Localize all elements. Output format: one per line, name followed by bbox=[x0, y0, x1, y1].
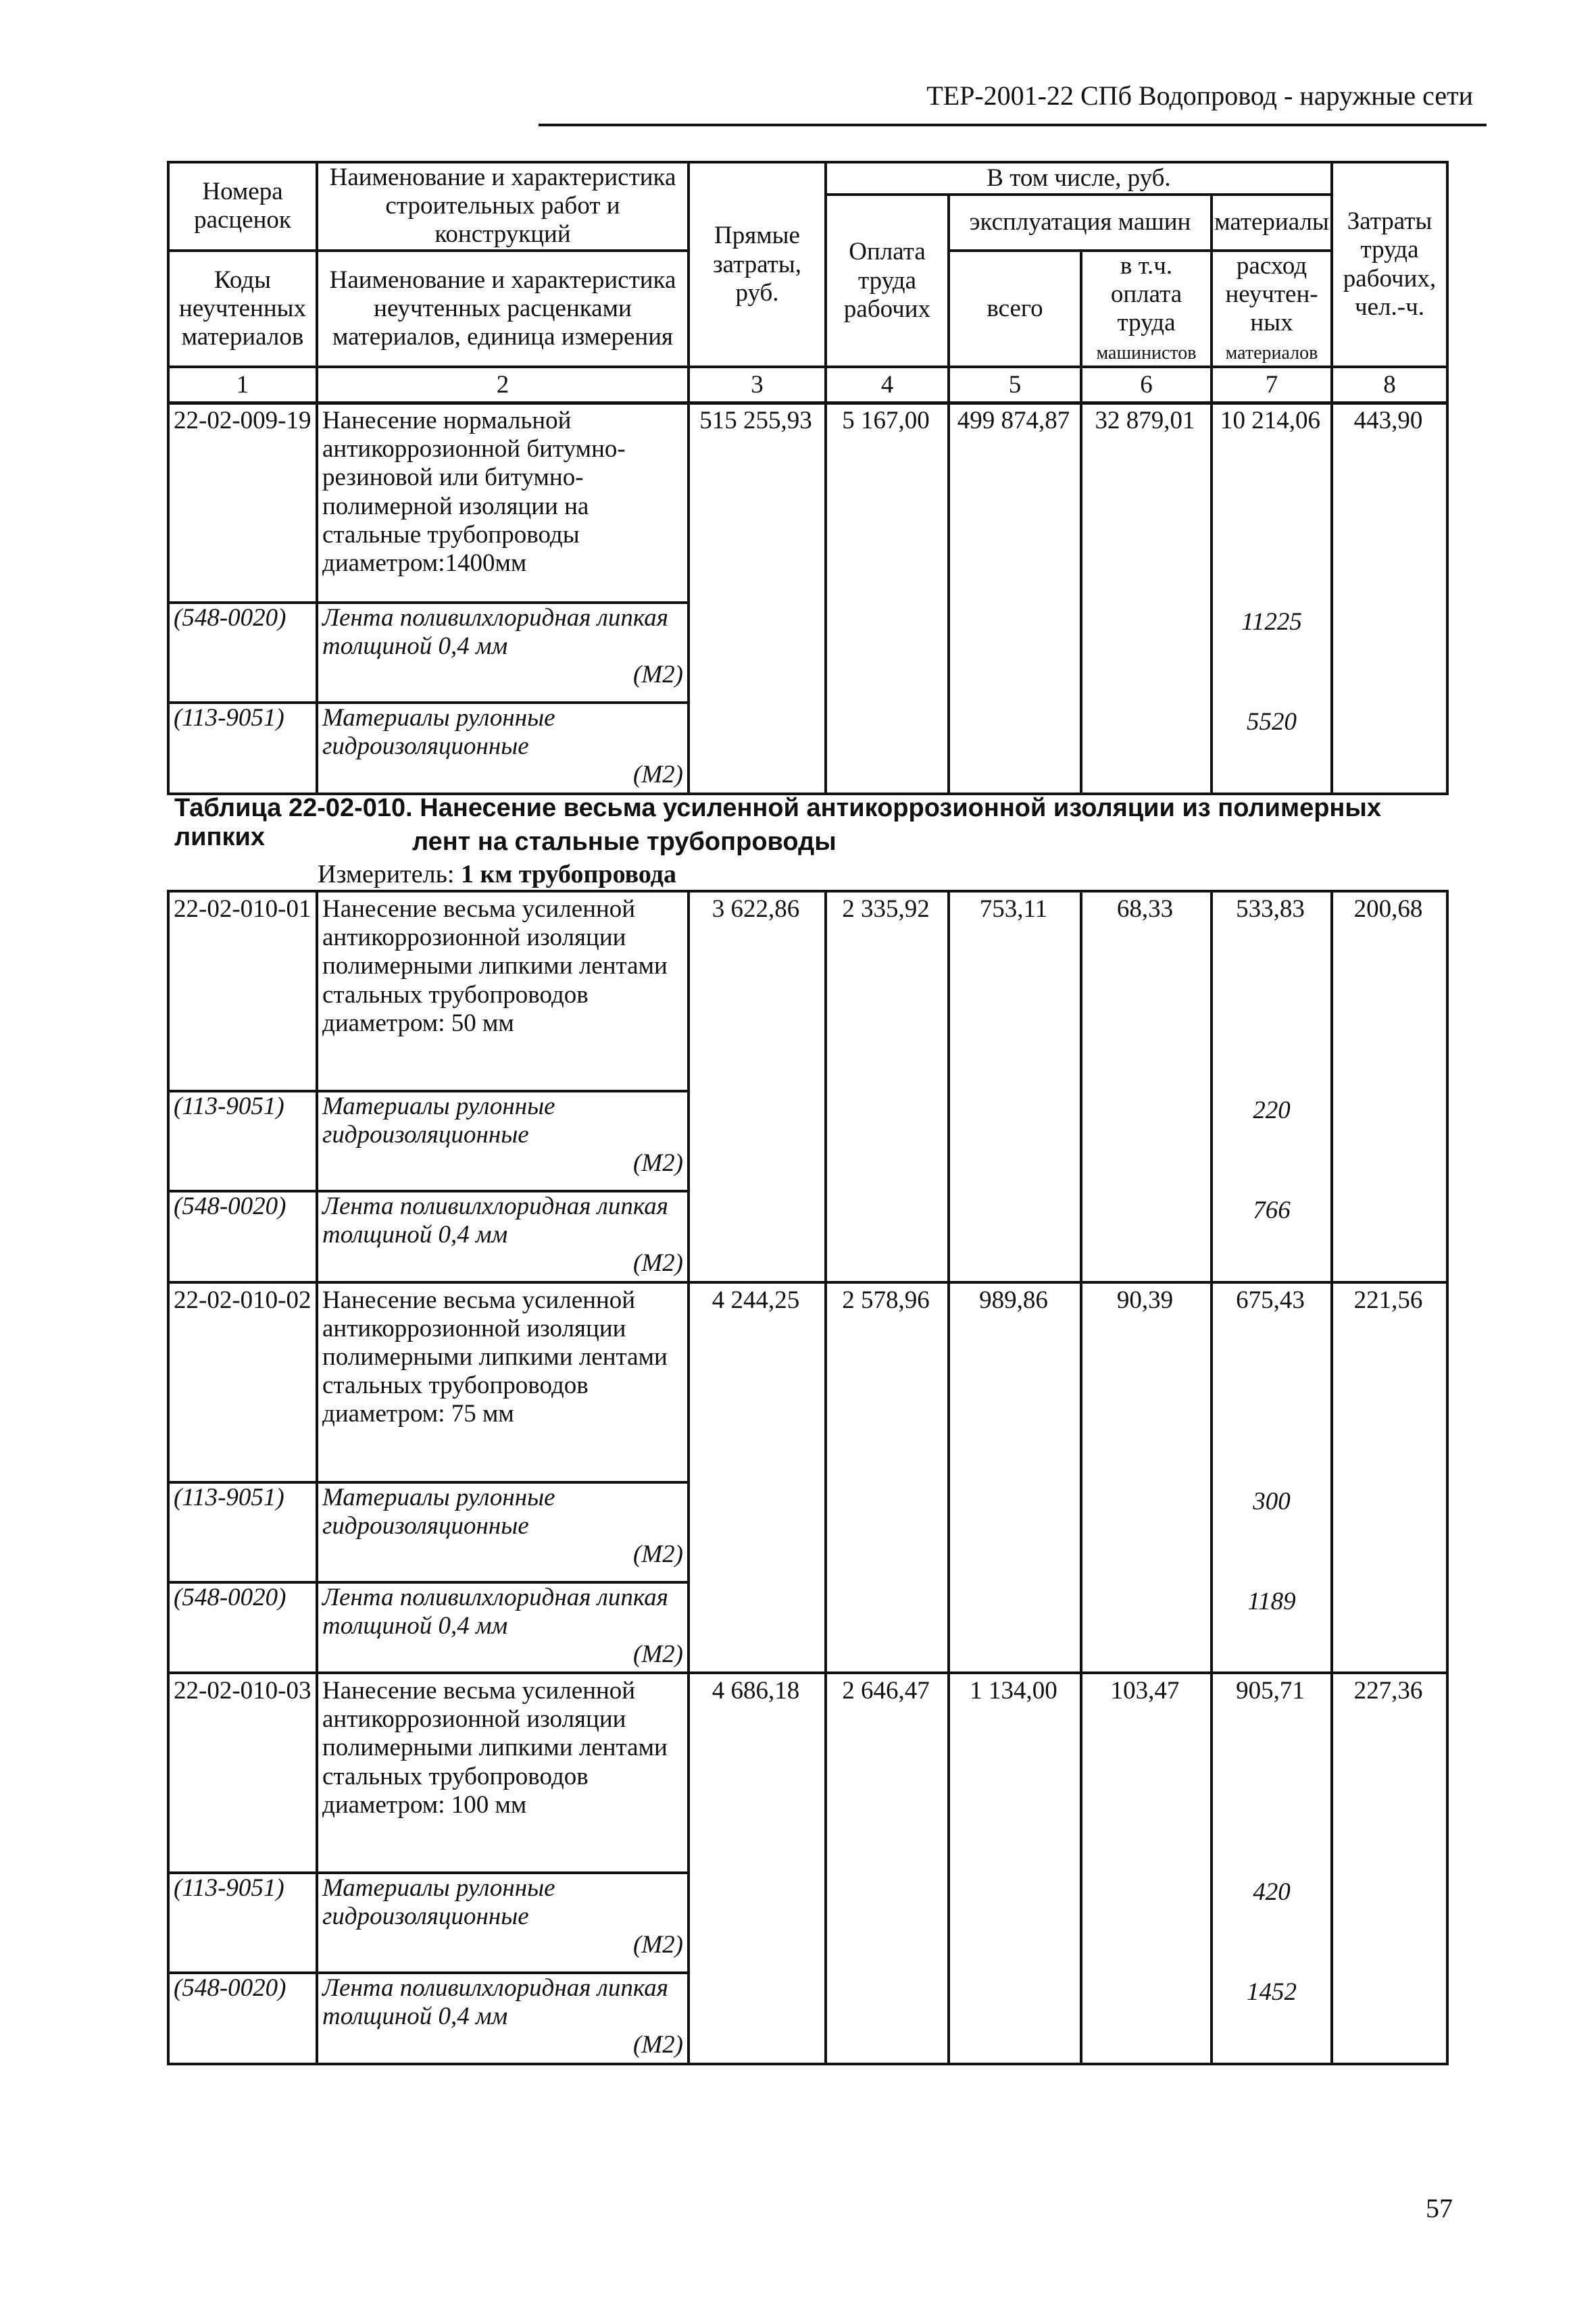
material-qty: 766 bbox=[1212, 1191, 1332, 1282]
labor-hours: 200,68 bbox=[1332, 891, 1447, 1282]
machines-group-header: эксплуатация машин bbox=[949, 195, 1212, 251]
direct-cost: 3 622,86 bbox=[689, 891, 826, 1282]
material-name: Лента поливилхлоридная липкая толщиной 0,4 мм (М2) bbox=[317, 603, 689, 703]
rate-name: Нанесение весьма усиленной антикоррозионной изоляции полимерными липкими лентами стальных трубопроводов диаметром: 75 мм bbox=[317, 1282, 689, 1482]
group-header: В том числе, руб. bbox=[826, 162, 1332, 195]
machinists-cost: 103,47 bbox=[1081, 1673, 1212, 2064]
labor-hours: 443,90 bbox=[1332, 403, 1447, 794]
material-code: (113-9051) bbox=[168, 1091, 317, 1191]
material-name: Материалы рулонные гидроизоляционные (М2) bbox=[317, 1091, 689, 1191]
col-number: 5 bbox=[949, 367, 1081, 403]
rate-code: 22-02-010-03 bbox=[168, 1673, 317, 1873]
material-qty: 1189 bbox=[1212, 1582, 1332, 1674]
material-name: Материалы рулонные гидроизоляционные (М2) bbox=[317, 1482, 689, 1582]
material-code: (548-0020) bbox=[168, 1191, 317, 1282]
column-header-table bbox=[167, 161, 1449, 405]
direct-cost: 4 686,18 bbox=[689, 1673, 826, 2064]
material-name: Материалы рулонные гидроизоляционные (М2) bbox=[317, 703, 689, 794]
material-name: Лента поливилхлоридная липкая толщиной 0,4 мм (М2) bbox=[317, 1973, 689, 2064]
col-number: 1 bbox=[168, 367, 317, 403]
labor-hours: 227,36 bbox=[1332, 1673, 1447, 2064]
col-number: 2 bbox=[317, 367, 689, 403]
col3-header: Прямые затраты, руб. bbox=[689, 162, 826, 367]
materials-cost: 533,83 bbox=[1212, 891, 1332, 1091]
rate-table-009 bbox=[167, 401, 1449, 795]
materials-cost: 675,43 bbox=[1212, 1282, 1332, 1482]
col-number: 7 bbox=[1212, 367, 1332, 403]
rate-name: Нанесение нормальной антикоррозионной битумно-резиновой или битумно-полимерной изоляции на стальные трубопроводы диаметром:1400мм bbox=[317, 403, 689, 603]
material-code: (548-0020) bbox=[168, 1582, 317, 1674]
col-number: 4 bbox=[826, 367, 949, 403]
labor-hours: 221,56 bbox=[1332, 1282, 1447, 1674]
machines-cost: 1 134,00 bbox=[949, 1673, 1081, 2064]
measure-unit: Измеритель: 1 км трубопровода bbox=[318, 860, 677, 888]
material-code: (548-0020) bbox=[168, 603, 317, 703]
machinists-cost: 68,33 bbox=[1081, 891, 1212, 1282]
materials-cost: 905,71 bbox=[1212, 1673, 1332, 1873]
rate-name: Нанесение весьма усиленной антикоррозионной изоляции полимерными липкими лентами стальных трубопроводов диаметром: 100 мм bbox=[317, 1673, 689, 1873]
material-qty: 220 bbox=[1212, 1091, 1332, 1191]
col1-header-bottom: Коды неучтенных материалов bbox=[168, 251, 317, 368]
col6-header: в т.ч. оплата труда машинистов bbox=[1081, 251, 1212, 368]
rate-code: 22-02-009-19 bbox=[168, 403, 317, 603]
material-code: (113-9051) bbox=[168, 1482, 317, 1582]
material-qty: 1452 bbox=[1212, 1973, 1332, 2064]
rate-code: 22-02-010-02 bbox=[168, 1282, 317, 1482]
material-name: Лента поливилхлоридная липкая толщиной 0,4 мм (М2) bbox=[317, 1191, 689, 1282]
material-name: Лента поливилхлоридная липкая толщиной 0,4 мм (М2) bbox=[317, 1582, 689, 1674]
material-qty: 11225 bbox=[1212, 603, 1332, 703]
col5-header: всего bbox=[949, 251, 1081, 368]
material-code: (548-0020) bbox=[168, 1973, 317, 2064]
machines-cost: 753,11 bbox=[949, 891, 1081, 1282]
table-caption-continued: лент на стальные трубопроводы bbox=[412, 828, 837, 856]
machines-cost: 989,86 bbox=[949, 1282, 1081, 1674]
machinists-cost: 90,39 bbox=[1081, 1282, 1212, 1674]
col4-header: Оплата труда рабочих bbox=[826, 195, 949, 367]
col8-header: Затраты труда рабочих, чел.-ч. bbox=[1332, 162, 1447, 367]
direct-cost: 515 255,93 bbox=[689, 403, 826, 794]
col2-header-bottom: Наименование и характеристика неучтенных расценками материалов, единица измерения bbox=[317, 251, 689, 368]
rate-table-010 bbox=[167, 890, 1449, 2065]
material-name: Материалы рулонные гидроизоляционные (М2) bbox=[317, 1873, 689, 1973]
material-code: (113-9051) bbox=[168, 1873, 317, 1973]
rate-name: Нанесение весьма усиленной антикоррозионной изоляции полимерными липкими лентами стальных трубопроводов диаметром: 50 мм bbox=[317, 891, 689, 1091]
materials-cost: 10 214,06 bbox=[1212, 403, 1332, 603]
rate-code: 22-02-010-01 bbox=[168, 891, 317, 1091]
direct-cost: 4 244,25 bbox=[689, 1282, 826, 1674]
material-qty: 420 bbox=[1212, 1873, 1332, 1973]
machines-cost: 499 874,87 bbox=[949, 403, 1081, 794]
machinists-cost: 32 879,01 bbox=[1081, 403, 1212, 794]
labor-cost: 5 167,00 bbox=[826, 403, 949, 794]
page-number: 57 bbox=[1426, 2193, 1453, 2223]
labor-cost: 2 578,96 bbox=[826, 1282, 949, 1674]
col-number: 6 bbox=[1081, 367, 1212, 403]
header-rule bbox=[539, 124, 1487, 126]
material-qty: 5520 bbox=[1212, 703, 1332, 794]
col-number: 3 bbox=[689, 367, 826, 403]
materials-group-header: материалы bbox=[1212, 195, 1332, 251]
col-number: 8 bbox=[1332, 367, 1447, 403]
col2-header-top: Наименование и характеристика строительных работ и конструкций bbox=[317, 162, 689, 251]
table-caption: Таблица 22-02-010. Нанесение весьма усиленной антикоррозионной изоляции из полимерных липких bbox=[174, 794, 1381, 851]
labor-cost: 2 335,92 bbox=[826, 891, 949, 1282]
col7-header: расход неучтен- ных материалов bbox=[1212, 251, 1332, 368]
material-code: (113-9051) bbox=[168, 703, 317, 794]
document-header-title: ТЕР-2001-22 СПб Водопровод - наружные сети bbox=[926, 80, 1473, 111]
labor-cost: 2 646,47 bbox=[826, 1673, 949, 2064]
col1-header-top: Номера расценок bbox=[168, 162, 317, 251]
material-qty: 300 bbox=[1212, 1482, 1332, 1582]
